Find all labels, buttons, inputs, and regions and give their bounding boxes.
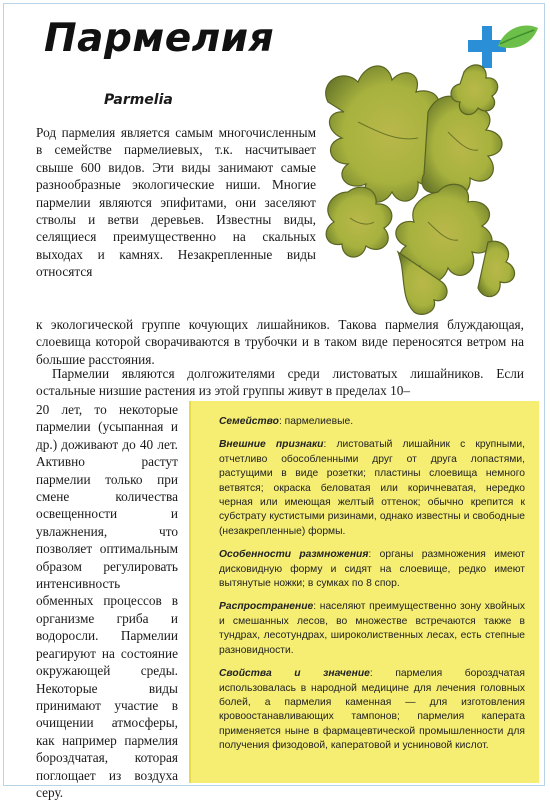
page-title: Пармелия xyxy=(44,16,275,61)
info-appearance: Внешние признаки: листоватый лишайник с крупными, отчетливо обособленными друг от друга лопастями, растущими в виде розетки; пластины слоевища немного ветвятся; окраска беловатая или коричневатая, нередко черная или имеющая желтый оттенок; обычно крепится к субстрату кустистыми ризинами, однако известны и свободные (незакрепленные) формы. xyxy=(219,439,525,537)
lichen-illustration xyxy=(288,42,534,332)
body-paragraph-2-continued: 20 лет, то некоторые пармелии (усыпанная и др.) доживают до 40 лет. Активно растут пармелии только при смене количества освещенности и увлажнения, что позволяет оптимальным образом регулировать интенсивность обменных процессов в организме гриба и водоросли. Пармелии реагируют на состояние окружающей среды. Некоторые виды принимают участие в очищении атмосферы, как например пармелия бороздчатая, которая поглощает из воздуха серу. xyxy=(36,402,178,800)
body-paragraph-1-continued: к экологической группе кочующих лишайников. Такова пармелия блуждающая, слоевища которой сворачиваются в трубочки и в таком виде переносятся ветром на большие расстояния. xyxy=(36,317,524,367)
latin-name: Parmelia xyxy=(104,92,173,108)
info-distribution: Распространение: населяют преимущественно зону хвойных и смешанных лесов, во множестве встречаются также в тундрах, лесотундрах, широколиственных лесах, есть степные разновидности. xyxy=(219,601,525,656)
body-paragraph-1: Род пармелия является самым многочисленным в семействе пармелиевых, т.к. насчитывает свыше 600 видов. Эти виды занимают самые разнообразные экологические ниши. Многие пармелии являются эпифитами, они заселяют стволы и ветви деревьев. Известны виды, селящиеся преимущественно на скальных выходах и камнях. Незакрепленные виды относятся xyxy=(36,125,316,280)
body-paragraph-2: Пармелии являются долгожителями среди листоватых лишайников. Если остальные низшие растения из этой группы живут в пределах 10– xyxy=(36,366,524,399)
info-box xyxy=(189,401,539,783)
info-properties: Свойства и значение: пармелия бороздчатая использовалась в народной медицине для лечения головных болей, а пармелия каменная — для изготовления кровоостанавливающих тампонов; пармелия каперата применяется ныне в фармацевтической промышленности для получения физодовой, каператовой и усниновой кислот. xyxy=(219,668,525,752)
info-family: Семейство: пармелиевые. xyxy=(219,416,354,427)
info-reproduction: Особенности размножения: органы размножения имеют дисковидную форму и сидят на слоевище, редко имеют вытянутые ножки; в сумках по 8 спор. xyxy=(219,549,525,590)
